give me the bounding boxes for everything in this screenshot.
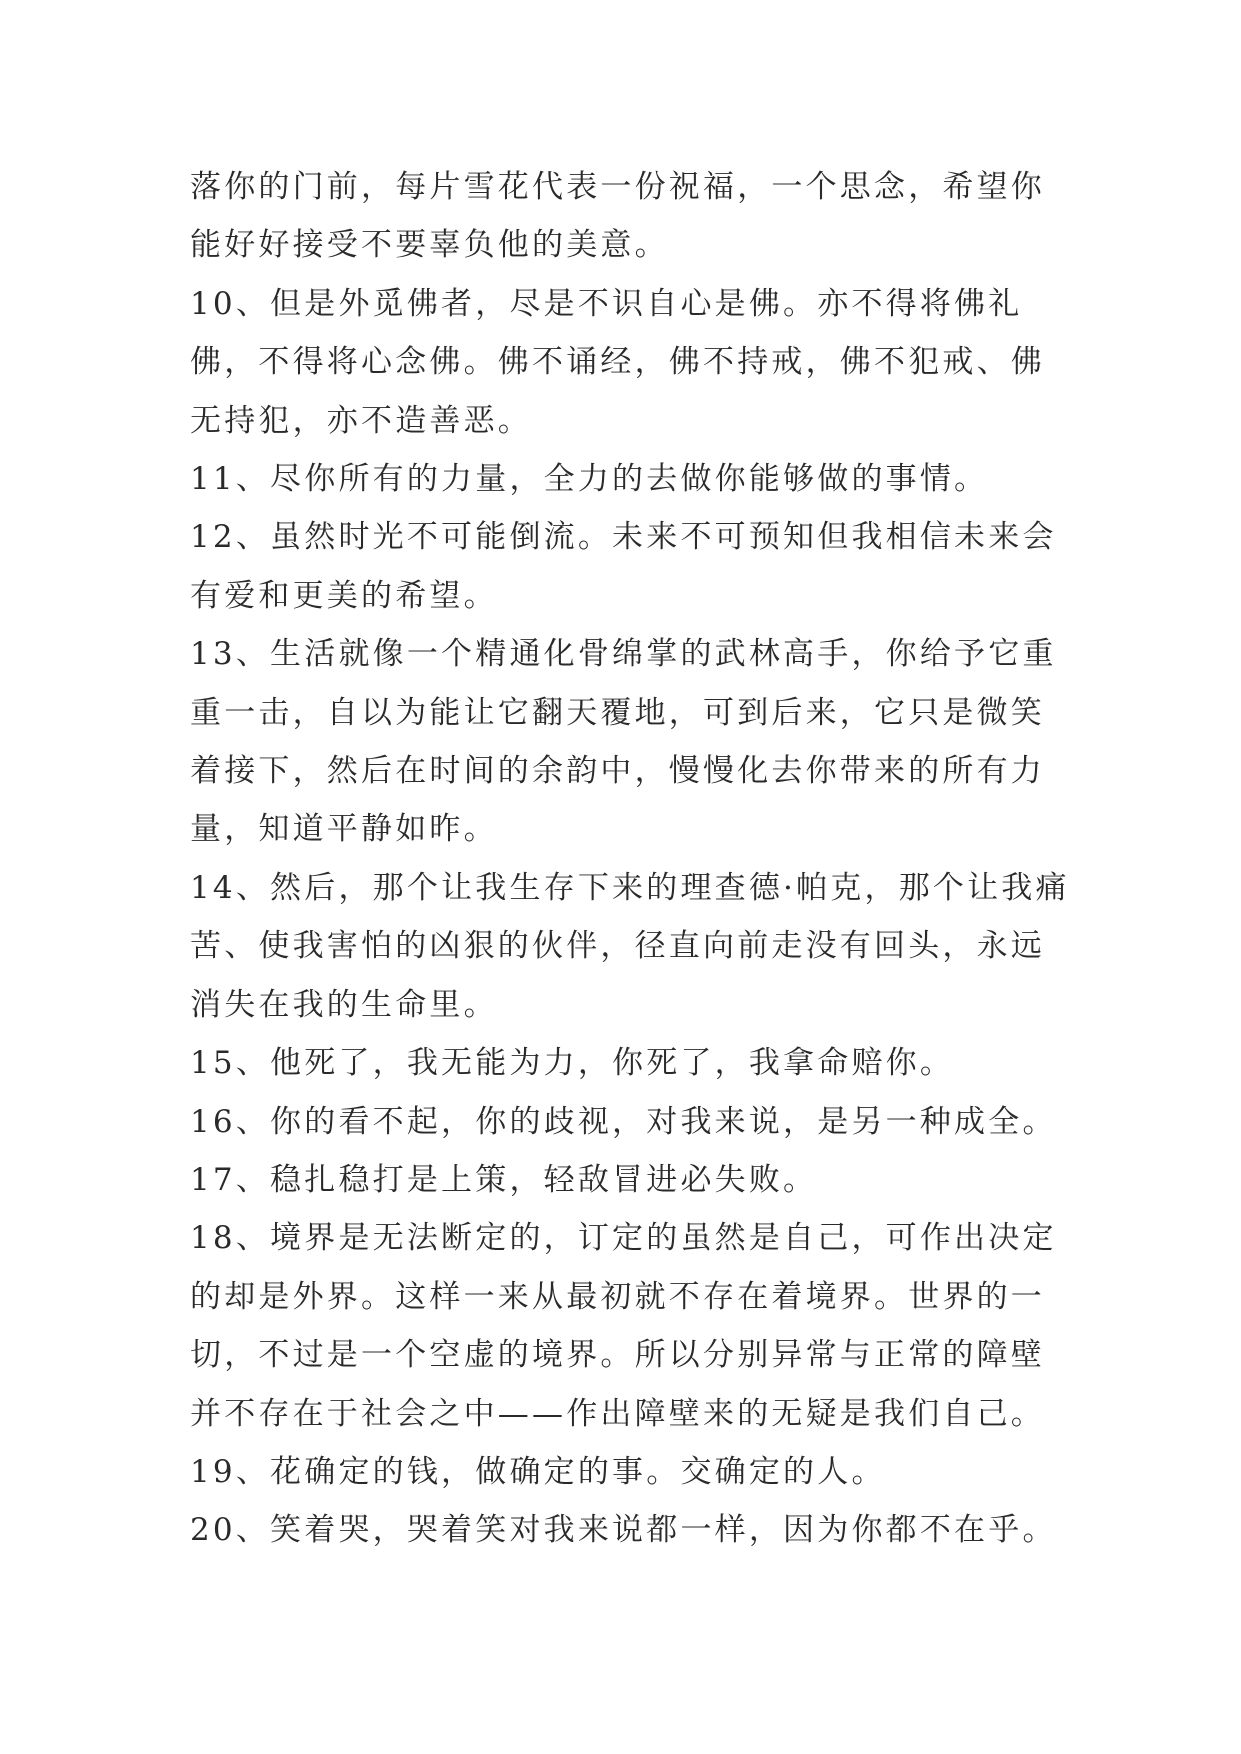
paragraph-10: 10、但是外觅佛者，尽是不识自心是佛。亦不得将佛礼佛，不得将心念佛。佛不诵经，佛不持戒，佛不犯戒、佛无持犯，亦不造善恶。 bbox=[190, 285, 1045, 439]
paragraph-13: 13、生活就像一个精通化骨绵掌的武林高手，你给予它重重一击，自以为能让它翻天覆地，可到后来，它只是微笑着接下，然后在时间的余韵中，慢慢化去你带来的所有力量，知道平静如昨。 bbox=[190, 636, 1057, 848]
paragraph-20: 20、笑着哭，哭着笑对我来说都一样，因为你都不在乎。 bbox=[190, 1512, 1057, 1549]
paragraph-continuation: 落你的门前，每片雪花代表一份祝福，一个思念，希望你能好好接受不要辜负他的美意。 bbox=[190, 169, 1045, 264]
paragraph-19: 19、花确定的钱，做确定的事。交确定的人。 bbox=[190, 1453, 886, 1490]
paragraph-15: 15、他死了，我无能为力，你死了，我拿命赔你。 bbox=[190, 1045, 955, 1082]
paragraph-17: 17、稳扎稳打是上策，轻敌冒进必失败。 bbox=[190, 1161, 818, 1198]
paragraph-16: 16、你的看不起，你的歧视，对我来说，是另一种成全。 bbox=[190, 1103, 1057, 1140]
paragraph-12: 12、虽然时光不可能倒流。未来不可预知但我相信未来会有爱和更美的希望。 bbox=[190, 519, 1057, 614]
document-body bbox=[190, 158, 1070, 1560]
paragraph-14: 14、然后，那个让我生存下来的理查德·帕克，那个让我痛苦、使我害怕的凶狠的伙伴，径直向前走没有回头，永远消失在我的生命里。 bbox=[190, 869, 1070, 1023]
paragraph-11: 11、尽你所有的力量，全力的去做你能够做的事情。 bbox=[190, 461, 989, 498]
paragraph-18: 18、境界是无法断定的，订定的虽然是自己，可作出决定的却是外界。这样一来从最初就不存在着境界。世界的一切，不过是一个空虚的境界。所以分别异常与正常的障壁并不存在于社会之中——作出障壁来的无疑是我们自己。 bbox=[190, 1220, 1057, 1432]
